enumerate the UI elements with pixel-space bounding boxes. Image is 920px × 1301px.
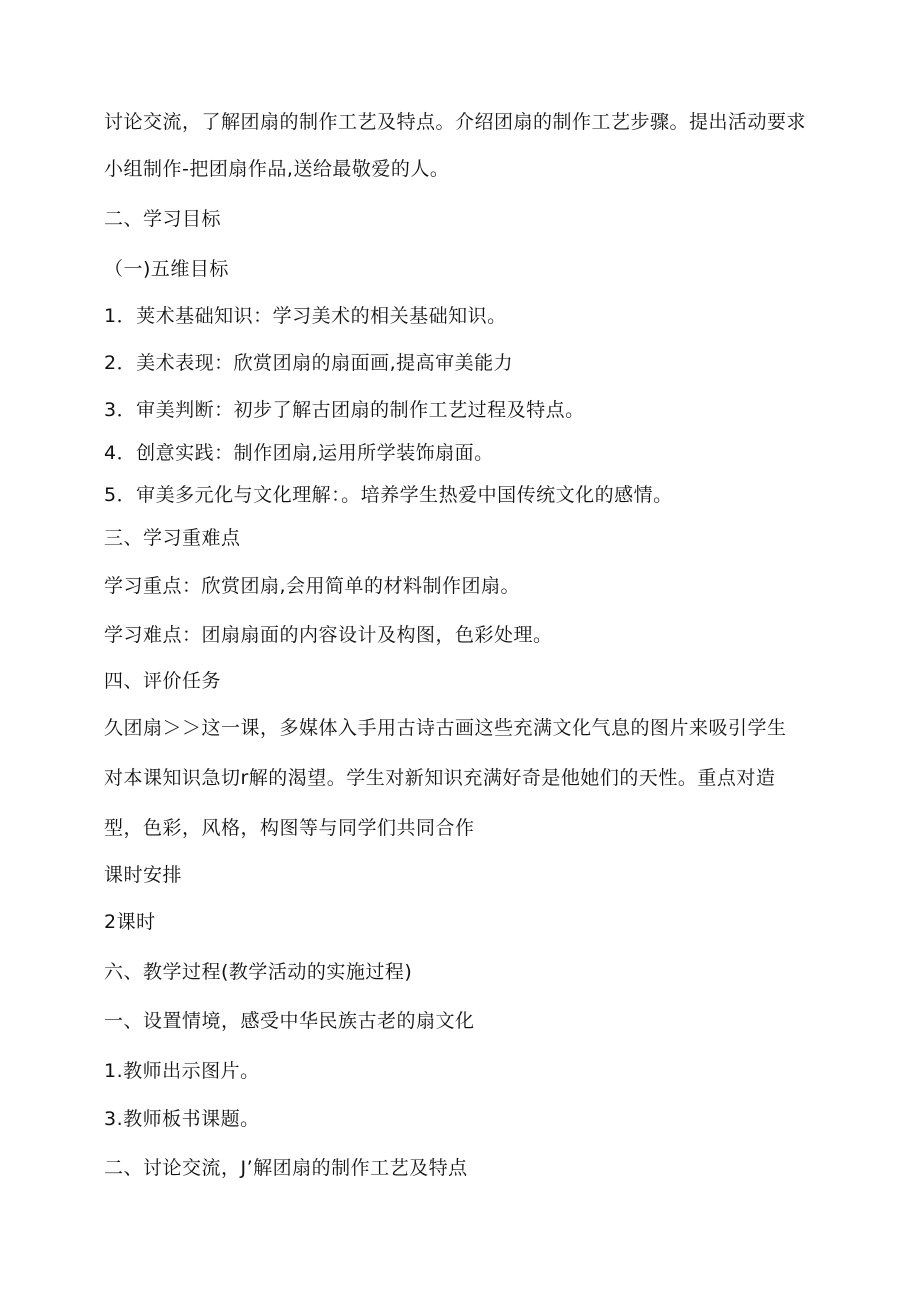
list-item-goal-2: 2．美术表现：欣赏团扇的扇面画,提高审美能力 [104,352,514,374]
subheading-set-scene: 一、设置情境，感受中华民族古老的扇文化 [104,1010,475,1032]
section-heading-learning-goals: 二、学习目标 [104,208,222,230]
list-item-write-title: 3.教师板书课题。 [104,1108,260,1130]
subheading-five-dimension-goals: （一)五维目标 [104,258,229,280]
list-item-show-pictures: 1.教师出示图片。 [104,1060,260,1082]
paragraph-class-hours: 2课时 [104,911,156,933]
paragraph-line-intro-2: 小组制作-把团扇作品,送给最敬爱的人。 [104,158,450,180]
paragraph-key-point: 学习重点：欣赏团扇,会用简单的材料制作团扇。 [104,575,521,597]
list-item-goal-3: 3．审美判断：初步了解古团扇的制作工艺过程及特点。 [104,399,585,421]
paragraph-evaluation-line-1: 久团扇＞＞这一课，多媒体入手用古诗古画这些充满文化气息的图片来吸引学生 [104,717,787,739]
paragraph-evaluation-line-2: 对本课知识急切r解的渴望。学生对新知识充满好奇是他她们的天性。重点对造 [104,767,776,789]
paragraph-line-intro-1: 讨论交流，了解团扇的制作工艺及特点。介绍团扇的制作工艺步骤。提出活动要求 [104,111,807,133]
paragraph-evaluation-line-3: 型，色彩，风格，构图等与同学们共同合作 [104,817,475,839]
list-item-goal-1: 1．荚术基础知识：学习美术的相关基础知识。 [104,305,507,327]
list-item-goal-4: 4．创意实践：制作团扇,运用所学装饰扇面。 [104,442,494,464]
heading-class-schedule: 课时安排 [104,864,183,886]
paragraph-difficult-point: 学习难点：团扇扇面的内容设计及构图，色彩处理。 [104,624,553,646]
section-heading-evaluation: 四、评价任务 [104,670,222,692]
subheading-discussion: 二、讨论交流，J’解团扇的制作工艺及特点 [104,1157,468,1179]
section-heading-key-points: 三、学习重难点 [104,527,241,549]
section-heading-teaching-process: 六、教学过程(教学活动的实施过程) [104,961,413,983]
list-item-goal-5: 5．审美多元化与文化理解：。培养学生热爱中国传统文化的感情。 [104,484,673,506]
